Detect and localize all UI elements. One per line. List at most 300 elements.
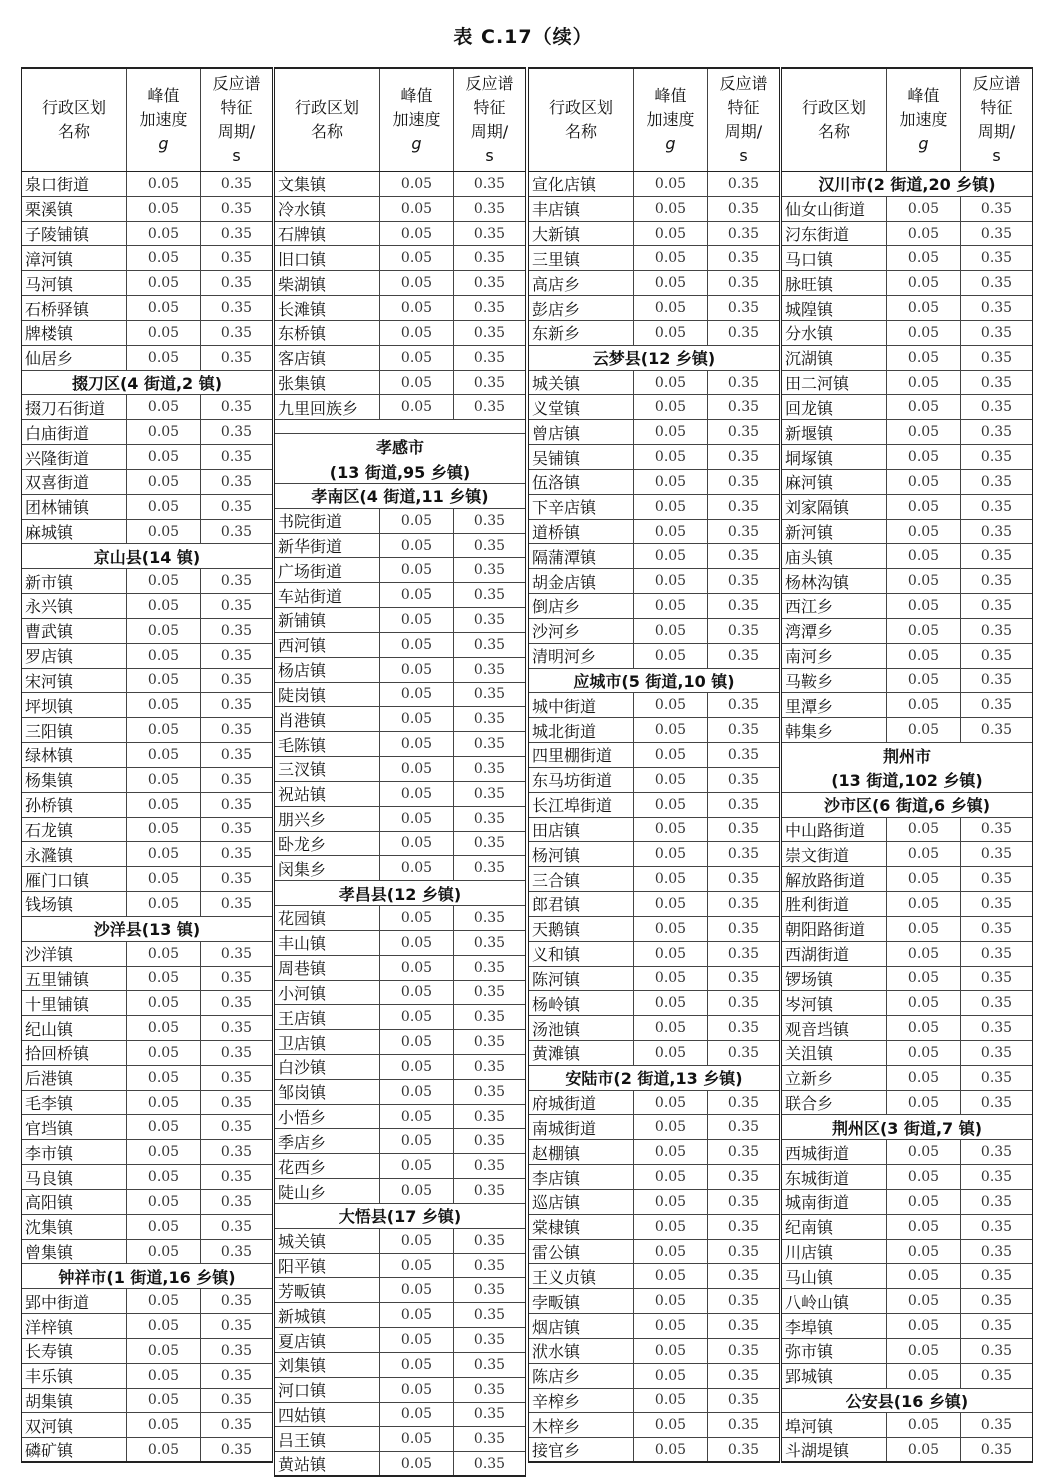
characteristic-period: 0.35 bbox=[200, 1240, 272, 1264]
table-row bbox=[529, 1413, 779, 1438]
peak-acceleration: 0.05 bbox=[379, 981, 453, 1005]
peak-acceleration: 0.05 bbox=[886, 569, 960, 593]
peak-acceleration: 0.05 bbox=[633, 917, 707, 941]
table-row bbox=[782, 1438, 1032, 1463]
table-row bbox=[782, 395, 1032, 420]
peak-acceleration: 0.05 bbox=[886, 197, 960, 221]
characteristic-period: 0.35 bbox=[960, 1438, 1032, 1461]
table-row bbox=[275, 222, 525, 247]
characteristic-period: 0.35 bbox=[960, 867, 1032, 891]
table-row bbox=[529, 1016, 779, 1041]
peak-acceleration: 0.05 bbox=[886, 1364, 960, 1388]
region-name: 宣化店镇 bbox=[532, 175, 597, 195]
table-row bbox=[529, 1165, 779, 1190]
region-name: 东马坊街道 bbox=[532, 771, 613, 791]
region-name: 长江埠街道 bbox=[532, 796, 613, 816]
peak-acceleration: 0.05 bbox=[379, 1353, 453, 1377]
characteristic-period: 0.35 bbox=[200, 1091, 272, 1115]
peak-acceleration: 0.05 bbox=[126, 1016, 200, 1040]
header-line: 名称 bbox=[564, 122, 597, 141]
table-row bbox=[275, 931, 525, 956]
table-row bbox=[782, 1240, 1032, 1265]
peak-acceleration: 0.05 bbox=[633, 1140, 707, 1164]
region-name: 孙桥镇 bbox=[25, 796, 74, 816]
table-row bbox=[782, 495, 1032, 520]
peak-acceleration: 0.05 bbox=[886, 842, 960, 866]
characteristic-period: 0.35 bbox=[200, 172, 272, 196]
table-row bbox=[782, 544, 1032, 569]
header-name bbox=[529, 69, 633, 171]
region-name: 雁门口镇 bbox=[25, 870, 90, 890]
table-row bbox=[529, 1314, 779, 1339]
region-name: 道桥镇 bbox=[532, 523, 581, 542]
region-name: 沈集镇 bbox=[25, 1218, 74, 1238]
table-row bbox=[275, 1005, 525, 1030]
region-name: 雷公镇 bbox=[532, 1243, 581, 1263]
peak-acceleration: 0.05 bbox=[633, 743, 707, 767]
characteristic-period: 0.35 bbox=[960, 619, 1032, 643]
region-name: 新市镇 bbox=[25, 572, 74, 592]
characteristic-period: 0.35 bbox=[200, 321, 272, 345]
characteristic-period: 0.35 bbox=[960, 346, 1032, 370]
peak-acceleration: 0.05 bbox=[379, 1129, 453, 1153]
region-name: 郢中街道 bbox=[25, 1292, 90, 1312]
peak-acceleration: 0.05 bbox=[886, 520, 960, 544]
characteristic-period: 0.35 bbox=[453, 395, 525, 419]
table-row bbox=[529, 917, 779, 942]
region-name: 隔蒲潭镇 bbox=[532, 547, 597, 567]
header-period bbox=[453, 69, 525, 171]
table-row bbox=[275, 1055, 525, 1080]
characteristic-period: 0.35 bbox=[453, 931, 525, 955]
region-name: 白庙街道 bbox=[25, 423, 90, 443]
peak-acceleration: 0.05 bbox=[633, 321, 707, 345]
characteristic-period: 0.35 bbox=[200, 470, 272, 494]
peak-acceleration: 0.05 bbox=[379, 1179, 453, 1203]
table-row bbox=[275, 1254, 525, 1279]
peak-acceleration: 0.05 bbox=[886, 1016, 960, 1040]
characteristic-period: 0.35 bbox=[453, 346, 525, 370]
region-name: 旧口镇 bbox=[278, 249, 327, 269]
group-heading: 荆州市 bbox=[882, 746, 931, 766]
table-row bbox=[275, 1328, 525, 1353]
region-name: 四里棚街道 bbox=[532, 746, 613, 766]
region-name: 磷矿镇 bbox=[25, 1441, 74, 1461]
characteristic-period: 0.35 bbox=[200, 569, 272, 593]
peak-acceleration: 0.05 bbox=[126, 1413, 200, 1437]
region-name: 曾集镇 bbox=[25, 1243, 74, 1263]
region-name: 高阳镇 bbox=[25, 1193, 74, 1213]
peak-acceleration: 0.05 bbox=[633, 395, 707, 419]
region-name: 陡岗镇 bbox=[278, 685, 327, 705]
characteristic-period: 0.35 bbox=[453, 1005, 525, 1029]
table-row bbox=[529, 644, 779, 669]
region-name: 吕王镇 bbox=[278, 1430, 327, 1450]
characteristic-period: 0.35 bbox=[707, 768, 779, 792]
characteristic-period: 0.35 bbox=[453, 1129, 525, 1153]
peak-acceleration: 0.05 bbox=[633, 1438, 707, 1461]
table-row bbox=[22, 1115, 272, 1140]
table-panel bbox=[781, 67, 1033, 1463]
characteristic-period: 0.35 bbox=[707, 222, 779, 246]
characteristic-period: 0.35 bbox=[453, 271, 525, 295]
peak-acceleration: 0.05 bbox=[126, 445, 200, 469]
table-row bbox=[275, 757, 525, 782]
peak-acceleration: 0.05 bbox=[633, 172, 707, 196]
header-name bbox=[22, 69, 126, 171]
characteristic-period: 0.35 bbox=[453, 1353, 525, 1377]
peak-acceleration: 0.05 bbox=[379, 608, 453, 632]
region-name: 西城街道 bbox=[785, 1143, 850, 1163]
peak-acceleration: 0.05 bbox=[633, 520, 707, 544]
characteristic-period: 0.35 bbox=[707, 1413, 779, 1437]
characteristic-period: 0.35 bbox=[200, 669, 272, 693]
peak-acceleration: 0.05 bbox=[633, 544, 707, 568]
peak-acceleration: 0.05 bbox=[126, 420, 200, 444]
peak-acceleration: 0.05 bbox=[886, 445, 960, 469]
peak-acceleration: 0.05 bbox=[379, 1080, 453, 1104]
characteristic-period: 0.35 bbox=[200, 271, 272, 295]
group-heading: 公安县(16 乡镇) bbox=[782, 1389, 1032, 1414]
table-row bbox=[22, 1091, 272, 1116]
table-row bbox=[275, 558, 525, 583]
region-name: 木梓乡 bbox=[532, 1416, 581, 1436]
table-row bbox=[22, 1190, 272, 1215]
peak-acceleration: 0.05 bbox=[379, 732, 453, 756]
table-row bbox=[22, 520, 272, 545]
peak-acceleration: 0.05 bbox=[886, 420, 960, 444]
table-row bbox=[275, 271, 525, 296]
table-row bbox=[529, 718, 779, 743]
table-row bbox=[529, 222, 779, 247]
peak-acceleration: 0.05 bbox=[126, 1140, 200, 1164]
table-row bbox=[22, 1041, 272, 1066]
region-name: 季店乡 bbox=[278, 1132, 327, 1152]
region-name: 石牌镇 bbox=[278, 225, 327, 245]
peak-acceleration: 0.05 bbox=[886, 395, 960, 419]
region-name: 阳平镇 bbox=[278, 1257, 327, 1277]
table-row bbox=[22, 321, 272, 346]
characteristic-period: 0.35 bbox=[200, 1115, 272, 1139]
region-name: 巡店镇 bbox=[532, 1193, 581, 1213]
peak-acceleration: 0.05 bbox=[379, 757, 453, 781]
peak-acceleration: 0.05 bbox=[379, 1328, 453, 1352]
characteristic-period: 0.35 bbox=[960, 1364, 1032, 1388]
table-row bbox=[22, 1289, 272, 1314]
header-pga bbox=[126, 69, 200, 171]
table-title: 表 C.17（续） bbox=[453, 26, 593, 48]
characteristic-period: 0.35 bbox=[707, 942, 779, 966]
table-row bbox=[22, 172, 272, 197]
characteristic-period: 0.35 bbox=[707, 470, 779, 494]
characteristic-period: 0.35 bbox=[453, 296, 525, 320]
peak-acceleration: 0.05 bbox=[886, 1091, 960, 1115]
table-row bbox=[22, 693, 272, 718]
characteristic-period: 0.35 bbox=[453, 1030, 525, 1054]
region-name: 丰店镇 bbox=[532, 200, 581, 220]
peak-acceleration: 0.05 bbox=[633, 222, 707, 246]
region-name: 天鹅镇 bbox=[532, 920, 581, 940]
region-name: 郢城镇 bbox=[785, 1367, 834, 1387]
characteristic-period: 0.35 bbox=[200, 644, 272, 668]
table-row bbox=[529, 321, 779, 346]
characteristic-period: 0.35 bbox=[200, 768, 272, 792]
header-line: 行政区划 bbox=[801, 98, 866, 117]
table-row bbox=[529, 495, 779, 520]
region-name: 后港镇 bbox=[25, 1069, 74, 1089]
region-name: 斗湖堤镇 bbox=[785, 1441, 850, 1461]
table-row bbox=[782, 619, 1032, 644]
region-name: 客店镇 bbox=[278, 349, 327, 369]
region-name: 冷水镇 bbox=[278, 200, 327, 220]
peak-acceleration: 0.05 bbox=[633, 1413, 707, 1437]
table-row bbox=[529, 1091, 779, 1116]
table-row bbox=[782, 693, 1032, 718]
peak-acceleration: 0.05 bbox=[886, 1066, 960, 1090]
table-panel bbox=[528, 67, 780, 1463]
characteristic-period: 0.35 bbox=[200, 296, 272, 320]
region-name: 刘集镇 bbox=[278, 1356, 327, 1376]
characteristic-period: 0.35 bbox=[960, 1339, 1032, 1363]
group-heading: 沙市区(6 街道,6 乡镇) bbox=[782, 793, 1032, 818]
peak-acceleration: 0.05 bbox=[886, 1240, 960, 1264]
characteristic-period: 0.35 bbox=[453, 1328, 525, 1352]
peak-acceleration: 0.05 bbox=[379, 371, 453, 395]
peak-acceleration: 0.05 bbox=[886, 644, 960, 668]
characteristic-period: 0.35 bbox=[707, 793, 779, 817]
characteristic-period: 0.35 bbox=[707, 1190, 779, 1214]
region-name: 清明河乡 bbox=[532, 647, 597, 667]
characteristic-period: 0.35 bbox=[707, 892, 779, 916]
region-name: 陈河镇 bbox=[532, 969, 581, 989]
peak-acceleration: 0.05 bbox=[633, 1289, 707, 1313]
characteristic-period: 0.35 bbox=[707, 1165, 779, 1189]
region-name: 丰山镇 bbox=[278, 934, 327, 954]
peak-acceleration: 0.05 bbox=[379, 1254, 453, 1278]
table-row bbox=[22, 1438, 272, 1463]
table-row bbox=[529, 842, 779, 867]
peak-acceleration: 0.05 bbox=[126, 1215, 200, 1239]
region-name: 湾潭乡 bbox=[785, 622, 834, 642]
peak-acceleration: 0.05 bbox=[126, 644, 200, 668]
peak-acceleration: 0.05 bbox=[379, 1229, 453, 1253]
characteristic-period: 0.35 bbox=[707, 842, 779, 866]
region-name: 双喜街道 bbox=[25, 473, 90, 493]
header-line: 加速度 bbox=[139, 110, 188, 129]
characteristic-period: 0.35 bbox=[453, 906, 525, 930]
peak-acceleration: 0.05 bbox=[379, 956, 453, 980]
region-name: 杨集镇 bbox=[25, 771, 74, 791]
table-row bbox=[22, 246, 272, 271]
peak-acceleration: 0.05 bbox=[633, 495, 707, 519]
table-row bbox=[782, 942, 1032, 967]
region-name: 拾回桥镇 bbox=[25, 1044, 90, 1064]
region-name: 杨岭镇 bbox=[532, 994, 581, 1014]
table-row bbox=[22, 271, 272, 296]
region-name: 小河镇 bbox=[278, 983, 327, 1003]
header-line: 名称 bbox=[817, 122, 850, 141]
peak-acceleration: 0.05 bbox=[886, 371, 960, 395]
region-name: 陈店乡 bbox=[532, 1367, 581, 1387]
region-name: 城南街道 bbox=[785, 1193, 850, 1213]
region-name: 南城街道 bbox=[532, 1118, 597, 1138]
characteristic-period: 0.35 bbox=[707, 1314, 779, 1338]
region-name: 掇刀石街道 bbox=[25, 398, 106, 418]
group-heading: 汉川市(2 街道,20 乡镇) bbox=[782, 172, 1032, 197]
table-row bbox=[275, 1353, 525, 1378]
characteristic-period: 0.35 bbox=[200, 1289, 272, 1313]
peak-acceleration: 0.05 bbox=[126, 1066, 200, 1090]
characteristic-period: 0.35 bbox=[960, 1091, 1032, 1115]
peak-acceleration: 0.05 bbox=[886, 818, 960, 842]
table-row bbox=[782, 321, 1032, 346]
table-row bbox=[782, 1364, 1032, 1389]
peak-acceleration: 0.05 bbox=[126, 197, 200, 221]
region-name: 周巷镇 bbox=[278, 959, 327, 979]
table-row bbox=[782, 1215, 1032, 1240]
region-name: 沙河乡 bbox=[532, 622, 581, 642]
table-row bbox=[22, 1140, 272, 1165]
table-row bbox=[275, 633, 525, 658]
table-row bbox=[275, 1278, 525, 1303]
characteristic-period: 0.35 bbox=[453, 1105, 525, 1129]
region-name: 汤池镇 bbox=[532, 1019, 581, 1039]
peak-acceleration: 0.05 bbox=[886, 296, 960, 320]
table-row bbox=[22, 718, 272, 743]
region-name: 朝阳路街道 bbox=[785, 920, 866, 940]
characteristic-period: 0.35 bbox=[200, 495, 272, 519]
characteristic-period: 0.35 bbox=[960, 594, 1032, 618]
peak-acceleration: 0.05 bbox=[633, 793, 707, 817]
table-row bbox=[529, 1140, 779, 1165]
peak-acceleration: 0.05 bbox=[126, 1389, 200, 1413]
table-row bbox=[22, 644, 272, 669]
peak-acceleration: 0.05 bbox=[126, 1289, 200, 1313]
characteristic-period: 0.35 bbox=[707, 420, 779, 444]
characteristic-period: 0.35 bbox=[200, 395, 272, 419]
peak-acceleration: 0.05 bbox=[886, 1165, 960, 1189]
peak-acceleration: 0.05 bbox=[633, 246, 707, 270]
characteristic-period: 0.35 bbox=[707, 495, 779, 519]
characteristic-period: 0.35 bbox=[200, 197, 272, 221]
characteristic-period: 0.35 bbox=[960, 420, 1032, 444]
region-name: 城北街道 bbox=[532, 721, 597, 741]
characteristic-period: 0.35 bbox=[707, 1438, 779, 1461]
region-name: 长寿镇 bbox=[25, 1342, 74, 1362]
table-row bbox=[275, 1179, 525, 1204]
peak-acceleration: 0.05 bbox=[379, 222, 453, 246]
characteristic-period: 0.35 bbox=[960, 197, 1032, 221]
region-name: 五里铺镇 bbox=[25, 969, 90, 989]
characteristic-period: 0.35 bbox=[960, 520, 1032, 544]
peak-acceleration: 0.05 bbox=[633, 842, 707, 866]
peak-acceleration: 0.05 bbox=[633, 569, 707, 593]
region-name: 卧龙乡 bbox=[278, 834, 327, 854]
characteristic-period: 0.35 bbox=[200, 693, 272, 717]
characteristic-period: 0.35 bbox=[960, 892, 1032, 916]
characteristic-period: 0.35 bbox=[960, 1413, 1032, 1437]
region-name: 西河镇 bbox=[278, 636, 327, 656]
peak-acceleration: 0.05 bbox=[126, 1438, 200, 1461]
table-row bbox=[275, 583, 525, 608]
table-row bbox=[275, 1129, 525, 1154]
table-header bbox=[782, 67, 1032, 172]
region-name: 关沮镇 bbox=[785, 1044, 834, 1064]
region-name: 王店镇 bbox=[278, 1008, 327, 1028]
table-row bbox=[529, 693, 779, 718]
peak-acceleration: 0.05 bbox=[633, 942, 707, 966]
group-heading: 掇刀区(4 街道,2 镇) bbox=[22, 371, 272, 396]
characteristic-period: 0.35 bbox=[200, 1041, 272, 1065]
peak-acceleration: 0.05 bbox=[126, 395, 200, 419]
header-line: 周期/ bbox=[470, 122, 509, 141]
region-name: 烟店镇 bbox=[532, 1317, 581, 1337]
table-row bbox=[782, 1314, 1032, 1339]
table-row bbox=[782, 867, 1032, 892]
peak-acceleration: 0.05 bbox=[633, 644, 707, 668]
characteristic-period: 0.35 bbox=[960, 669, 1032, 693]
characteristic-period: 0.35 bbox=[200, 1215, 272, 1239]
table-row bbox=[22, 1339, 272, 1364]
table-row bbox=[529, 1041, 779, 1066]
header-line: 反应谱 bbox=[719, 74, 768, 93]
characteristic-period: 0.35 bbox=[200, 942, 272, 966]
region-name: 仙女山街道 bbox=[785, 200, 866, 220]
region-name: 马鞍乡 bbox=[785, 671, 834, 691]
table-row bbox=[275, 981, 525, 1006]
region-name: 黄站镇 bbox=[278, 1455, 327, 1475]
characteristic-period: 0.35 bbox=[707, 197, 779, 221]
region-name: 垌塚镇 bbox=[785, 448, 834, 468]
peak-acceleration: 0.05 bbox=[126, 842, 200, 866]
header-line: 特征 bbox=[980, 98, 1013, 117]
region-name: 钱场镇 bbox=[25, 895, 74, 915]
region-name: 弥市镇 bbox=[785, 1342, 834, 1362]
peak-acceleration: 0.05 bbox=[379, 683, 453, 707]
characteristic-period: 0.35 bbox=[707, 544, 779, 568]
region-name: 回龙镇 bbox=[785, 398, 834, 418]
region-name: 小悟乡 bbox=[278, 1108, 327, 1128]
table-row bbox=[529, 1215, 779, 1240]
header-line: 反应谱 bbox=[212, 74, 261, 93]
table-row bbox=[529, 395, 779, 420]
peak-acceleration: 0.05 bbox=[633, 1389, 707, 1413]
table-row bbox=[782, 818, 1032, 843]
region-name: 义和镇 bbox=[532, 945, 581, 965]
characteristic-period: 0.35 bbox=[200, 1140, 272, 1164]
region-name: 田店镇 bbox=[532, 820, 581, 840]
peak-acceleration: 0.05 bbox=[126, 1041, 200, 1065]
table-row bbox=[529, 768, 779, 793]
header-line: g bbox=[665, 134, 676, 153]
table-row bbox=[275, 1105, 525, 1130]
peak-acceleration: 0.05 bbox=[126, 892, 200, 916]
characteristic-period: 0.35 bbox=[707, 867, 779, 891]
peak-acceleration: 0.05 bbox=[379, 558, 453, 582]
characteristic-period: 0.35 bbox=[200, 1413, 272, 1437]
peak-acceleration: 0.05 bbox=[886, 1438, 960, 1461]
header-line: s bbox=[232, 146, 241, 165]
table-row bbox=[782, 1091, 1032, 1116]
characteristic-period: 0.35 bbox=[453, 782, 525, 806]
region-name: 团林铺镇 bbox=[25, 498, 90, 518]
region-name: 石龙镇 bbox=[25, 820, 74, 840]
peak-acceleration: 0.05 bbox=[633, 1264, 707, 1288]
region-name: 陡山乡 bbox=[278, 1182, 327, 1202]
characteristic-period: 0.35 bbox=[453, 1154, 525, 1178]
region-name: 联合乡 bbox=[785, 1094, 834, 1114]
header-line: 加速度 bbox=[392, 110, 441, 129]
